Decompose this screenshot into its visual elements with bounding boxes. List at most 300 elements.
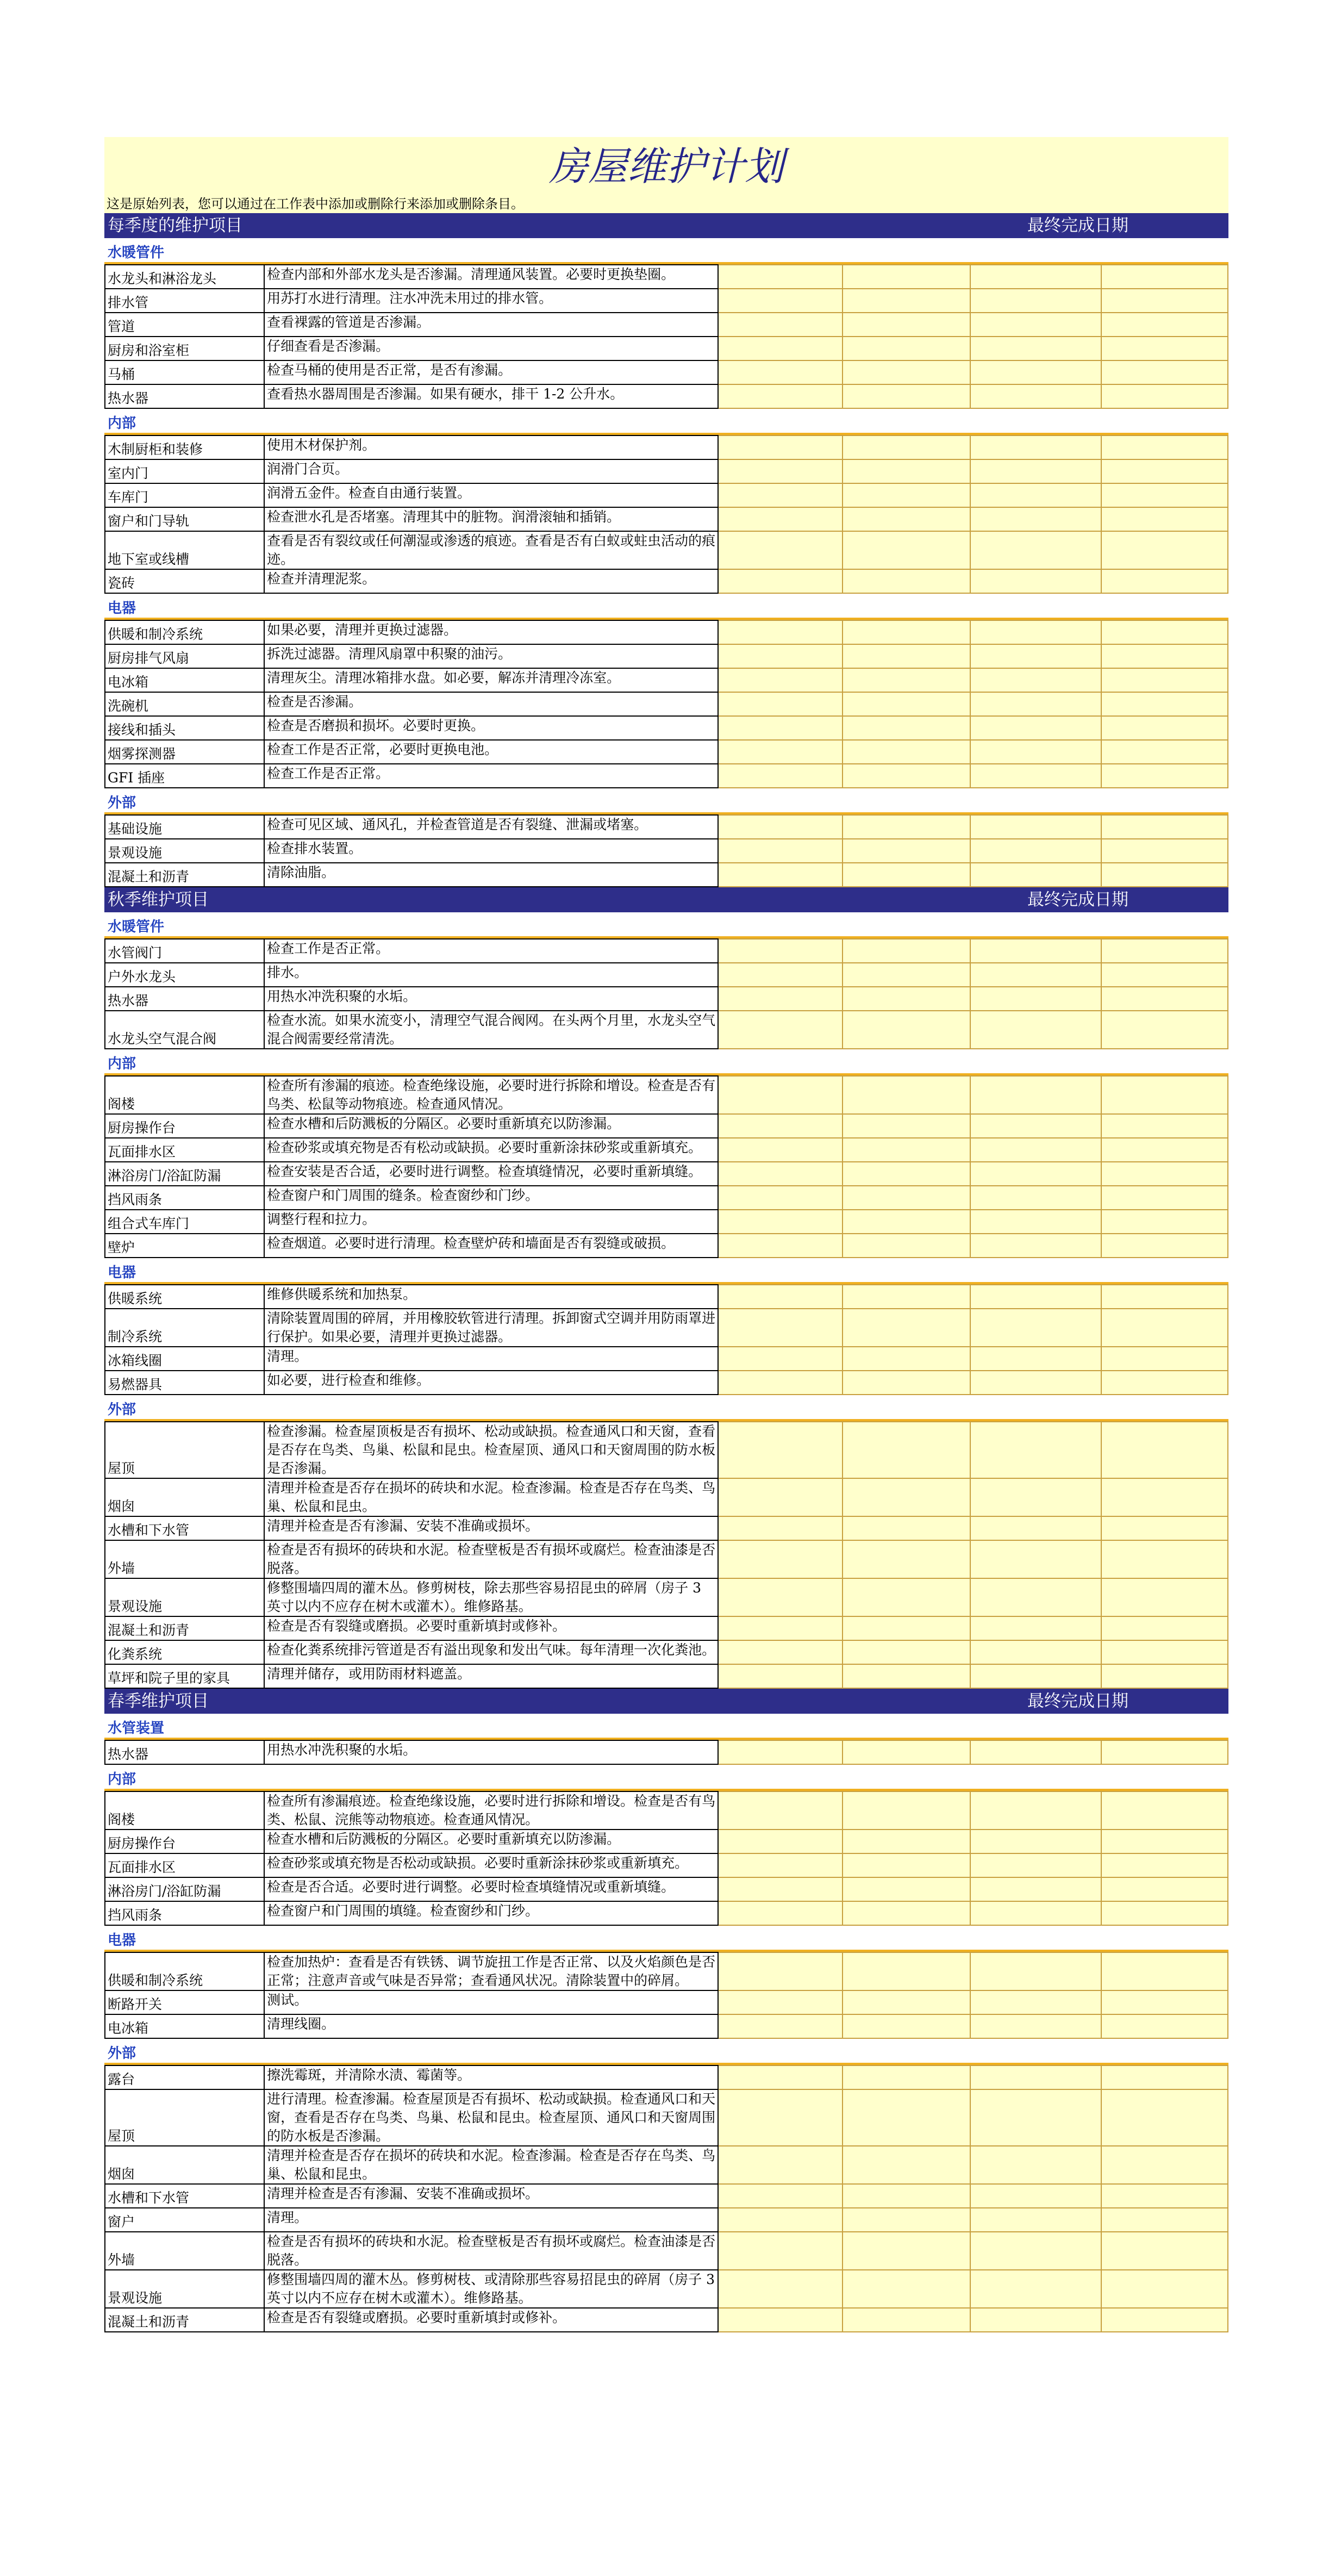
completion-date-cell[interactable] xyxy=(1101,483,1228,507)
table-row xyxy=(105,1347,1228,1371)
completion-date-cell[interactable] xyxy=(970,1853,1101,1877)
completion-date-cell[interactable] xyxy=(718,2184,843,2208)
completion-date-cell[interactable] xyxy=(1101,360,1228,384)
completion-date-cell[interactable] xyxy=(970,1011,1101,1049)
completion-date-cell[interactable] xyxy=(718,1952,843,1990)
completion-date-cell[interactable] xyxy=(843,265,970,289)
completion-date-cell[interactable] xyxy=(718,1578,843,1616)
item-cell: 窗户 xyxy=(105,2208,264,2232)
item-cell: 挡风雨条 xyxy=(105,1901,264,1925)
completion-date-cell[interactable] xyxy=(1101,1664,1228,1688)
completion-date-cell[interactable] xyxy=(843,1234,970,1258)
description-cell: 清除装置周围的碎屑，并用橡胶软管进行清理。拆卸窗式空调并用防雨罩进行保护。如果必要，清理并更换过滤器。 xyxy=(264,1309,718,1347)
completion-date-cell[interactable] xyxy=(1101,1640,1228,1664)
completion-date-cell[interactable] xyxy=(970,384,1101,408)
completion-date-cell[interactable] xyxy=(718,740,843,764)
completion-date-cell[interactable] xyxy=(718,289,843,313)
completion-date-cell[interactable] xyxy=(970,815,1101,839)
completion-date-cell[interactable] xyxy=(1101,384,1228,408)
completion-date-cell[interactable] xyxy=(1101,1740,1228,1764)
completion-date-cell[interactable] xyxy=(843,620,970,644)
completion-date-cell[interactable] xyxy=(718,360,843,384)
completion-date-cell[interactable] xyxy=(1101,2065,1228,2089)
description-cell: 检查是否磨损和损坏。必要时更换。 xyxy=(264,716,718,740)
completion-date-cell[interactable] xyxy=(1101,620,1228,644)
completion-date-cell[interactable] xyxy=(843,1990,970,2014)
completion-date-cell[interactable] xyxy=(970,1478,1101,1516)
completion-date-cell[interactable] xyxy=(718,863,843,887)
completion-date-cell[interactable] xyxy=(843,2270,970,2308)
completion-date-cell[interactable] xyxy=(1101,1011,1228,1049)
table-row xyxy=(105,2208,1228,2232)
completion-date-cell[interactable] xyxy=(843,483,970,507)
completion-date-cell[interactable] xyxy=(843,1664,970,1688)
completion-date-cell[interactable] xyxy=(1101,764,1228,788)
completion-date-cell[interactable] xyxy=(1101,1791,1228,1830)
completion-date-cell[interactable] xyxy=(970,1877,1101,1901)
completion-date-cell[interactable] xyxy=(1101,1478,1228,1516)
completion-date-cell[interactable] xyxy=(718,265,843,289)
completion-date-cell[interactable] xyxy=(970,1076,1101,1114)
completion-date-cell[interactable] xyxy=(718,2146,843,2184)
completion-date-cell[interactable] xyxy=(970,939,1101,963)
completion-date-cell[interactable] xyxy=(970,459,1101,483)
completion-date-cell[interactable] xyxy=(718,1853,843,1877)
completion-date-cell[interactable] xyxy=(1101,716,1228,740)
completion-date-cell[interactable] xyxy=(970,2014,1101,2038)
completion-date-cell[interactable] xyxy=(843,1114,970,1138)
completion-date-cell[interactable] xyxy=(843,863,970,887)
completion-date-cell[interactable] xyxy=(843,507,970,531)
completion-date-cell[interactable] xyxy=(843,716,970,740)
completion-date-cell[interactable] xyxy=(970,2232,1101,2270)
completion-date-cell[interactable] xyxy=(970,2270,1101,2308)
completion-date-cell[interactable] xyxy=(843,384,970,408)
completion-date-cell[interactable] xyxy=(1101,644,1228,668)
completion-date-cell[interactable] xyxy=(1101,815,1228,839)
completion-date-cell[interactable] xyxy=(843,1138,970,1162)
completion-date-cell[interactable] xyxy=(1101,863,1228,887)
maintenance-table xyxy=(104,1284,1228,1395)
completion-date-cell[interactable] xyxy=(1101,1309,1228,1347)
completion-date-cell[interactable] xyxy=(718,1210,843,1234)
completion-date-cell[interactable] xyxy=(843,1540,970,1578)
completion-date-cell[interactable] xyxy=(718,815,843,839)
completion-date-cell[interactable] xyxy=(970,337,1101,360)
completion-date-cell[interactable] xyxy=(843,1830,970,1853)
completion-date-cell[interactable] xyxy=(1101,963,1228,987)
completion-date-cell[interactable] xyxy=(843,1011,970,1049)
completion-date-cell[interactable] xyxy=(718,1234,843,1258)
completion-date-cell[interactable] xyxy=(718,644,843,668)
completion-date-cell[interactable] xyxy=(1101,1578,1228,1616)
completion-date-cell[interactable] xyxy=(970,569,1101,593)
completion-date-cell[interactable] xyxy=(1101,313,1228,337)
completion-date-cell[interactable] xyxy=(718,435,843,459)
completion-date-cell[interactable] xyxy=(970,531,1101,569)
table-row xyxy=(105,531,1228,569)
completion-date-cell[interactable] xyxy=(1101,668,1228,692)
completion-date-cell[interactable] xyxy=(843,2208,970,2232)
completion-date-cell[interactable] xyxy=(970,1210,1101,1234)
completion-date-cell[interactable] xyxy=(970,1952,1101,1990)
completion-date-cell[interactable] xyxy=(1101,1830,1228,1853)
description-cell: 查看热水器周围是否渗漏。如果有硬水，排干 1-2 公升水。 xyxy=(264,384,718,408)
completion-date-cell[interactable] xyxy=(1101,1114,1228,1138)
completion-date-cell[interactable] xyxy=(970,265,1101,289)
completion-date-cell[interactable] xyxy=(1101,2184,1228,2208)
completion-date-cell[interactable] xyxy=(970,360,1101,384)
description-cell: 检查渗漏。检查屋顶板是否有损坏、松动或缺损。检查通风口和天窗，查看是否存在鸟类、鸟巢、松鼠和昆虫。检查屋顶、通风口和天窗周围的防水板是否渗漏。 xyxy=(264,1422,718,1478)
completion-date-cell[interactable] xyxy=(718,1347,843,1371)
completion-date-cell[interactable] xyxy=(1101,1853,1228,1877)
completion-date-cell[interactable] xyxy=(718,1285,843,1309)
completion-date-cell[interactable] xyxy=(1101,1285,1228,1309)
completion-date-cell[interactable] xyxy=(970,1186,1101,1210)
completion-date-cell[interactable] xyxy=(1101,1540,1228,1578)
completion-date-cell[interactable] xyxy=(970,435,1101,459)
completion-date-cell[interactable] xyxy=(843,2308,970,2332)
completion-date-cell[interactable] xyxy=(718,963,843,987)
completion-date-cell[interactable] xyxy=(718,2308,843,2332)
completion-date-cell[interactable] xyxy=(1101,692,1228,716)
completion-date-cell[interactable] xyxy=(843,531,970,569)
table-row xyxy=(105,1285,1228,1309)
completion-date-cell[interactable] xyxy=(843,692,970,716)
completion-date-cell[interactable] xyxy=(970,483,1101,507)
completion-date-cell[interactable] xyxy=(718,939,843,963)
completion-date-cell[interactable] xyxy=(1101,1422,1228,1478)
completion-date-cell[interactable] xyxy=(970,987,1101,1011)
completion-date-cell[interactable] xyxy=(718,313,843,337)
completion-date-cell[interactable] xyxy=(718,1114,843,1138)
table-row xyxy=(105,384,1228,408)
completion-date-cell[interactable] xyxy=(718,1138,843,1162)
table-row xyxy=(105,2089,1228,2146)
completion-date-cell[interactable] xyxy=(718,764,843,788)
completion-date-cell[interactable] xyxy=(843,1740,970,1764)
completion-date-cell[interactable] xyxy=(718,2014,843,2038)
completion-date-cell[interactable] xyxy=(718,337,843,360)
completion-date-cell[interactable] xyxy=(843,1347,970,1371)
item-cell: 烟囱 xyxy=(105,1478,264,1516)
completion-date-cell[interactable] xyxy=(718,2232,843,2270)
completion-date-cell[interactable] xyxy=(970,1640,1101,1664)
completion-date-cell[interactable] xyxy=(970,1309,1101,1347)
completion-date-cell[interactable] xyxy=(1101,939,1228,963)
completion-date-cell[interactable] xyxy=(718,692,843,716)
completion-date-cell[interactable] xyxy=(843,1422,970,1478)
completion-date-cell[interactable] xyxy=(1101,2232,1228,2270)
completion-date-cell[interactable] xyxy=(1101,435,1228,459)
completion-date-cell[interactable] xyxy=(970,1740,1101,1764)
completion-date-cell[interactable] xyxy=(970,716,1101,740)
completion-date-cell[interactable] xyxy=(718,1186,843,1210)
completion-date-cell[interactable] xyxy=(718,1791,843,1830)
completion-date-cell[interactable] xyxy=(718,1616,843,1640)
completion-date-cell[interactable] xyxy=(843,1186,970,1210)
completion-date-cell[interactable] xyxy=(718,1309,843,1347)
completion-date-cell[interactable] xyxy=(718,1076,843,1114)
completion-date-cell[interactable] xyxy=(843,1952,970,1990)
completion-date-cell[interactable] xyxy=(843,435,970,459)
table-row xyxy=(105,1516,1228,1540)
completion-date-cell[interactable] xyxy=(843,313,970,337)
completion-date-cell[interactable] xyxy=(843,289,970,313)
completion-date-cell[interactable] xyxy=(1101,1076,1228,1114)
table-row xyxy=(105,1952,1228,1990)
item-cell: 厨房和浴室柜 xyxy=(105,337,264,360)
completion-date-cell[interactable] xyxy=(1101,265,1228,289)
completion-date-cell[interactable] xyxy=(843,2014,970,2038)
completion-date-cell[interactable] xyxy=(970,863,1101,887)
completion-date-cell[interactable] xyxy=(970,1664,1101,1688)
category-header: 内部 xyxy=(104,1765,1228,1791)
completion-date-cell[interactable] xyxy=(1101,2089,1228,2146)
completion-date-cell[interactable] xyxy=(970,1138,1101,1162)
completion-date-cell[interactable] xyxy=(718,2089,843,2146)
completion-date-cell[interactable] xyxy=(718,716,843,740)
item-cell: 淋浴房门/浴缸防漏 xyxy=(105,1162,264,1186)
completion-date-cell[interactable] xyxy=(843,337,970,360)
completion-date-cell[interactable] xyxy=(1101,1234,1228,1258)
description-cell: 检查内部和外部水龙头是否渗漏。清理通风装置。必要时更换垫圈。 xyxy=(264,265,718,289)
completion-date-cell[interactable] xyxy=(718,1830,843,1853)
completion-date-cell[interactable] xyxy=(843,459,970,483)
table-row xyxy=(105,1990,1228,2014)
completion-date-cell[interactable] xyxy=(843,1901,970,1925)
completion-date-cell[interactable] xyxy=(718,384,843,408)
table-row xyxy=(105,740,1228,764)
completion-date-cell[interactable] xyxy=(970,2184,1101,2208)
completion-date-cell[interactable] xyxy=(718,1640,843,1664)
completion-date-cell[interactable] xyxy=(970,2089,1101,2146)
completion-date-cell[interactable] xyxy=(970,963,1101,987)
completion-date-cell[interactable] xyxy=(970,740,1101,764)
completion-date-header: 最终完成日期 xyxy=(1027,890,1128,909)
item-cell: 排水管 xyxy=(105,289,264,313)
completion-date-cell[interactable] xyxy=(970,1901,1101,1925)
completion-date-cell[interactable] xyxy=(843,644,970,668)
completion-date-cell[interactable] xyxy=(718,668,843,692)
completion-date-cell[interactable] xyxy=(843,1210,970,1234)
completion-date-cell[interactable] xyxy=(718,1478,843,1516)
completion-date-cell[interactable] xyxy=(970,1114,1101,1138)
completion-date-cell[interactable] xyxy=(843,740,970,764)
completion-date-cell[interactable] xyxy=(1101,2146,1228,2184)
completion-date-cell[interactable] xyxy=(843,1853,970,1877)
completion-date-cell[interactable] xyxy=(970,2308,1101,2332)
completion-date-cell[interactable] xyxy=(718,2270,843,2308)
description-cell: 检查是否合适。必要时进行调整。必要时检查填缝情况或重新填缝。 xyxy=(264,1877,718,1901)
description-cell: 用热水冲洗积聚的水垢。 xyxy=(264,1740,718,1764)
completion-date-cell[interactable] xyxy=(843,2065,970,2089)
completion-date-cell[interactable] xyxy=(718,1422,843,1478)
table-row xyxy=(105,2308,1228,2332)
completion-date-cell[interactable] xyxy=(970,1422,1101,1478)
completion-date-cell[interactable] xyxy=(843,1578,970,1616)
completion-date-cell[interactable] xyxy=(718,1516,843,1540)
completion-date-cell[interactable] xyxy=(718,2208,843,2232)
completion-date-cell[interactable] xyxy=(843,939,970,963)
completion-date-cell[interactable] xyxy=(718,507,843,531)
completion-date-cell[interactable] xyxy=(970,289,1101,313)
completion-date-cell[interactable] xyxy=(1101,2014,1228,2038)
completion-date-cell[interactable] xyxy=(1101,1210,1228,1234)
completion-date-cell[interactable] xyxy=(718,1901,843,1925)
completion-date-cell[interactable] xyxy=(970,1830,1101,1853)
completion-date-cell[interactable] xyxy=(1101,1186,1228,1210)
completion-date-cell[interactable] xyxy=(970,1234,1101,1258)
completion-date-cell[interactable] xyxy=(1101,1162,1228,1186)
completion-date-cell[interactable] xyxy=(1101,1616,1228,1640)
completion-date-header: 最终完成日期 xyxy=(1027,216,1128,235)
completion-date-cell[interactable] xyxy=(970,2065,1101,2089)
completion-date-cell[interactable] xyxy=(718,1990,843,2014)
completion-date-cell[interactable] xyxy=(970,644,1101,668)
item-cell: 水龙头空气混合阀 xyxy=(105,1011,264,1049)
completion-date-cell[interactable] xyxy=(718,1162,843,1186)
completion-date-cell[interactable] xyxy=(718,1011,843,1049)
completion-date-cell[interactable] xyxy=(843,1877,970,1901)
completion-date-cell[interactable] xyxy=(843,815,970,839)
completion-date-cell[interactable] xyxy=(718,2065,843,2089)
item-cell: 供暖和制冷系统 xyxy=(105,620,264,644)
completion-date-cell[interactable] xyxy=(970,1616,1101,1640)
completion-date-cell[interactable] xyxy=(843,1791,970,1830)
completion-date-cell[interactable] xyxy=(843,1285,970,1309)
completion-date-cell[interactable] xyxy=(1101,1138,1228,1162)
completion-date-cell[interactable] xyxy=(843,1640,970,1664)
section-title: 每季度的维护项目 xyxy=(108,216,242,235)
completion-date-cell[interactable] xyxy=(970,507,1101,531)
table-row xyxy=(105,2184,1228,2208)
completion-date-cell[interactable] xyxy=(843,963,970,987)
completion-date-cell[interactable] xyxy=(718,1740,843,1764)
completion-date-cell[interactable] xyxy=(1101,507,1228,531)
item-cell: 阁楼 xyxy=(105,1791,264,1830)
completion-date-cell[interactable] xyxy=(843,569,970,593)
description-cell: 检查是否渗漏。 xyxy=(264,692,718,716)
completion-date-cell[interactable] xyxy=(1101,569,1228,593)
item-cell: 露台 xyxy=(105,2065,264,2089)
completion-date-cell[interactable] xyxy=(1101,839,1228,863)
completion-date-cell[interactable] xyxy=(843,2146,970,2184)
completion-date-cell[interactable] xyxy=(1101,459,1228,483)
completion-date-cell[interactable] xyxy=(718,569,843,593)
completion-date-cell[interactable] xyxy=(718,839,843,863)
completion-date-cell[interactable] xyxy=(843,1309,970,1347)
completion-date-cell[interactable] xyxy=(843,839,970,863)
item-cell: 厨房操作台 xyxy=(105,1830,264,1853)
completion-date-cell[interactable] xyxy=(1101,337,1228,360)
table-row xyxy=(105,1853,1228,1877)
description-cell: 仔细查看是否渗漏。 xyxy=(264,337,718,360)
table-row xyxy=(105,1114,1228,1138)
completion-date-cell[interactable] xyxy=(843,987,970,1011)
item-cell: 混凝土和沥青 xyxy=(105,1616,264,1640)
completion-date-cell[interactable] xyxy=(970,1578,1101,1616)
completion-date-cell[interactable] xyxy=(970,1516,1101,1540)
completion-date-cell[interactable] xyxy=(718,620,843,644)
table-row xyxy=(105,1076,1228,1114)
completion-date-cell[interactable] xyxy=(718,1540,843,1578)
completion-date-cell[interactable] xyxy=(718,1877,843,1901)
completion-date-cell[interactable] xyxy=(1101,1516,1228,1540)
completion-date-cell[interactable] xyxy=(1101,1990,1228,2014)
completion-date-cell[interactable] xyxy=(843,2184,970,2208)
table-row xyxy=(105,1234,1228,1258)
completion-date-cell[interactable] xyxy=(1101,1371,1228,1395)
completion-date-cell[interactable] xyxy=(843,1162,970,1186)
completion-date-cell[interactable] xyxy=(1101,2270,1228,2308)
description-cell: 检查并清理泥浆。 xyxy=(264,569,718,593)
completion-date-cell[interactable] xyxy=(1101,740,1228,764)
completion-date-cell[interactable] xyxy=(970,1162,1101,1186)
completion-date-cell[interactable] xyxy=(843,668,970,692)
completion-date-cell[interactable] xyxy=(843,1516,970,1540)
completion-date-cell[interactable] xyxy=(718,531,843,569)
completion-date-cell[interactable] xyxy=(1101,1877,1228,1901)
completion-date-cell[interactable] xyxy=(1101,289,1228,313)
table-row xyxy=(105,289,1228,313)
table-row xyxy=(105,569,1228,593)
item-cell: 景观设施 xyxy=(105,2270,264,2308)
completion-date-cell[interactable] xyxy=(970,668,1101,692)
completion-date-cell[interactable] xyxy=(970,1791,1101,1830)
table-row xyxy=(105,1640,1228,1664)
completion-date-cell[interactable] xyxy=(843,1616,970,1640)
completion-date-cell[interactable] xyxy=(1101,2308,1228,2332)
completion-date-cell[interactable] xyxy=(1101,1952,1228,1990)
completion-date-cell[interactable] xyxy=(718,987,843,1011)
completion-date-cell[interactable] xyxy=(843,360,970,384)
completion-date-cell[interactable] xyxy=(1101,987,1228,1011)
completion-date-cell[interactable] xyxy=(718,1664,843,1688)
completion-date-cell[interactable] xyxy=(843,1478,970,1516)
completion-date-cell[interactable] xyxy=(843,764,970,788)
completion-date-cell[interactable] xyxy=(970,2146,1101,2184)
completion-date-cell[interactable] xyxy=(718,1371,843,1395)
completion-date-cell[interactable] xyxy=(843,2089,970,2146)
completion-date-cell[interactable] xyxy=(970,692,1101,716)
completion-date-cell[interactable] xyxy=(843,1076,970,1114)
completion-date-cell[interactable] xyxy=(970,764,1101,788)
completion-date-cell[interactable] xyxy=(718,459,843,483)
completion-date-cell[interactable] xyxy=(970,620,1101,644)
completion-date-cell[interactable] xyxy=(970,2208,1101,2232)
completion-date-cell[interactable] xyxy=(843,2232,970,2270)
completion-date-cell[interactable] xyxy=(970,1347,1101,1371)
description-cell: 清除油脂。 xyxy=(264,863,718,887)
completion-date-cell[interactable] xyxy=(843,1371,970,1395)
completion-date-cell[interactable] xyxy=(970,1990,1101,2014)
completion-date-cell[interactable] xyxy=(1101,1347,1228,1371)
completion-date-cell[interactable] xyxy=(1101,1901,1228,1925)
completion-date-cell[interactable] xyxy=(970,313,1101,337)
completion-date-cell[interactable] xyxy=(1101,2208,1228,2232)
completion-date-cell[interactable] xyxy=(970,839,1101,863)
item-cell: 室内门 xyxy=(105,459,264,483)
description-cell: 查看是否有裂纹或任何潮湿或渗透的痕迹。查看是否有白蚁或蛀虫活动的痕迹。 xyxy=(264,531,718,569)
description-cell: 检查工作是否正常。 xyxy=(264,764,718,788)
completion-date-cell[interactable] xyxy=(970,1285,1101,1309)
completion-date-cell[interactable] xyxy=(970,1540,1101,1578)
item-cell: 景观设施 xyxy=(105,839,264,863)
completion-date-cell[interactable] xyxy=(970,1371,1101,1395)
completion-date-cell[interactable] xyxy=(1101,531,1228,569)
completion-date-cell[interactable] xyxy=(718,483,843,507)
